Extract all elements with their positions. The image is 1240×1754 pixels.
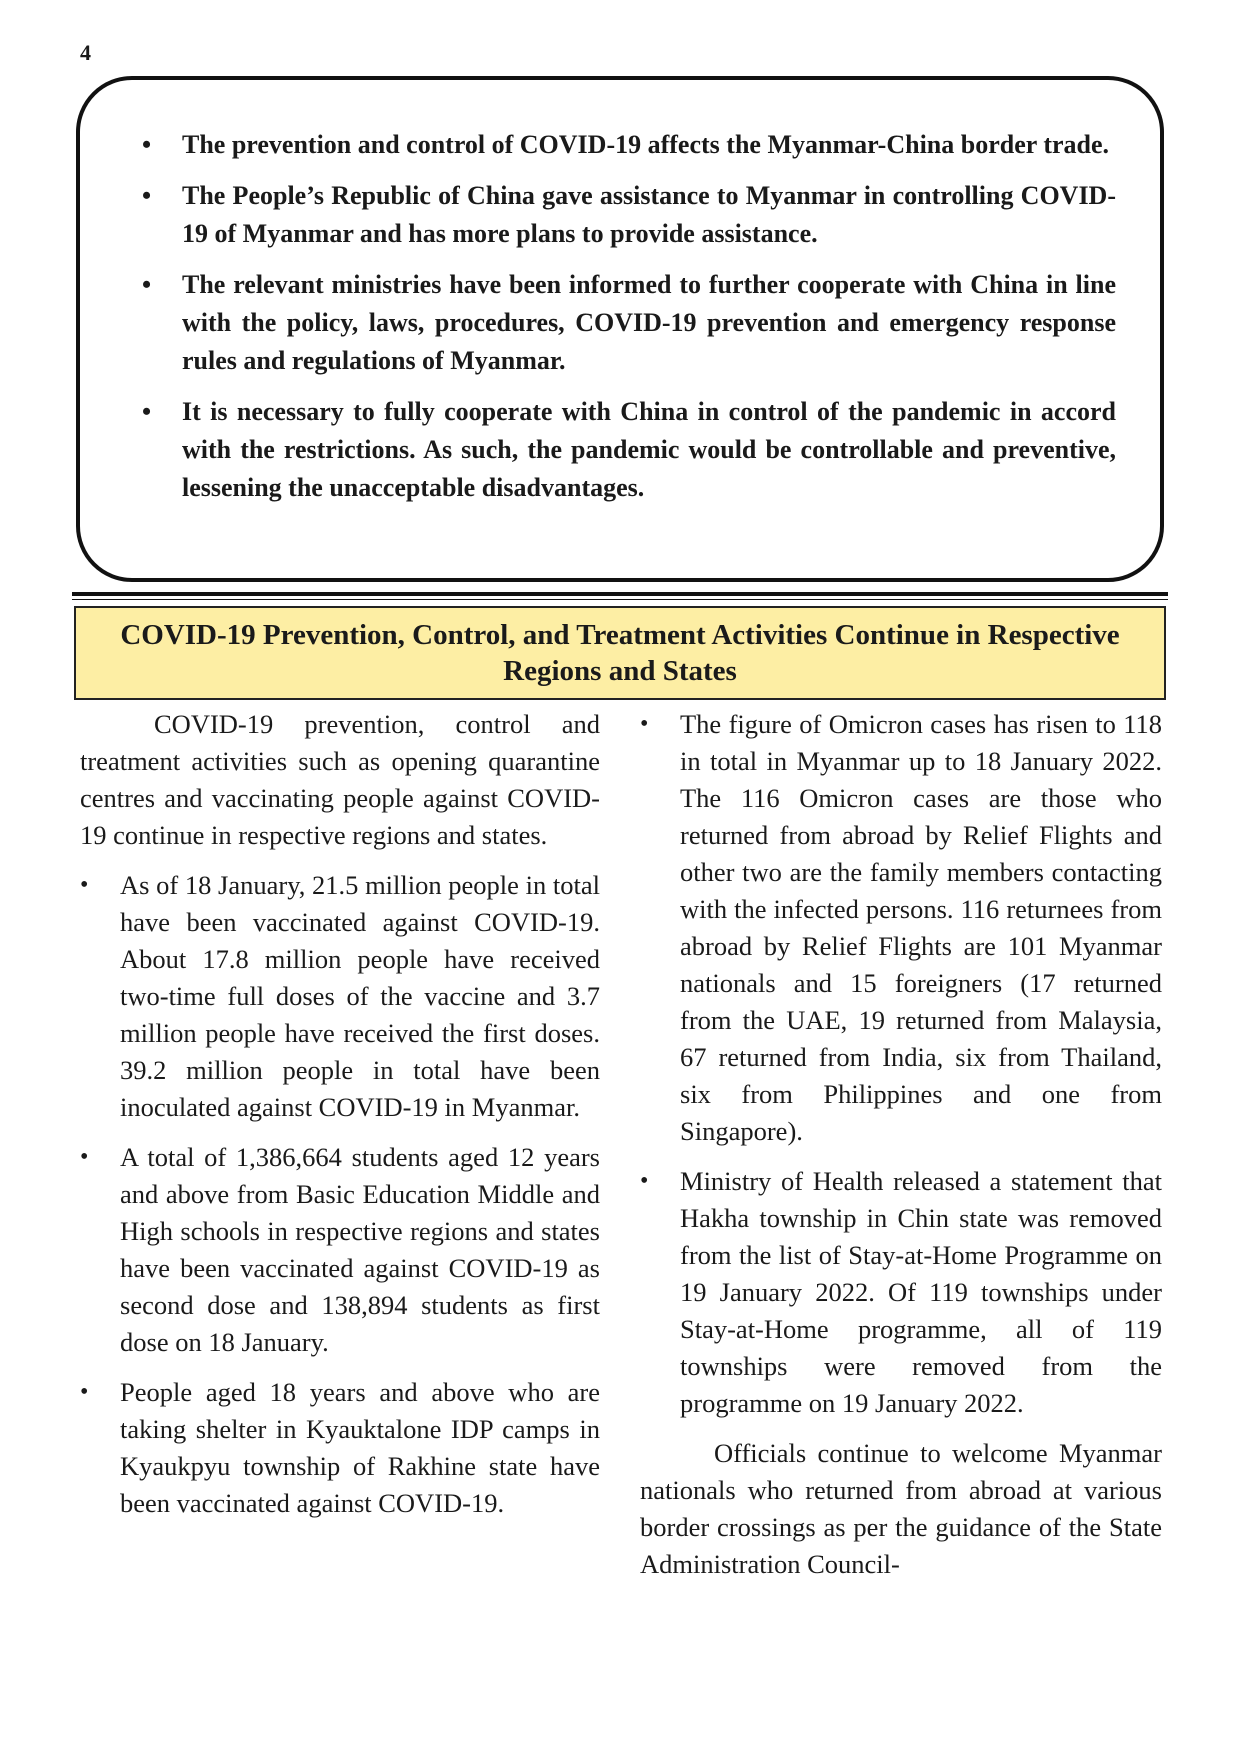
summary-item: • It is necessary to fully cooperate with China in control of the pandemic in accord with the restrictions. As such, the pandemic would be controllable and preventive, lessening the unacceptable disadvantages. [140,393,1116,507]
article-column-left [80,706,600,1535]
summary-item: • The prevention and control of COVID-19 affects the Myanmar-China border trade. [140,126,1116,164]
summary-box [76,76,1164,582]
page-number: 4 [80,40,91,65]
section-divider [72,592,1168,596]
article-bullet: • As of 18 January, 21.5 million people in total have been vaccinated against COVID-19. About 17.8 million people have received two-time full doses of the vaccine and 3.7 million people have received the first doses. 39.2 million people in total have been inoculated against COVID-19 in Myanmar. [80,867,600,1126]
article-bullet: • Ministry of Health released a statement that Hakha township in Chin state was removed from the list of Stay-at-Home Programme on 19 January 2022. Of 119 townships under Stay-at-Home programme, all of 119 townships were removed from the programme on 19 January 2022. [640,1163,1162,1422]
right-bullet-list [640,706,1162,1422]
left-bullet-list [80,867,600,1522]
summary-list [140,126,1116,507]
article-closing: Officials continue to welcome Myanmar nationals who returned from abroad at various border crossings as per the guidance of the State Administration Council- [640,1438,1162,1579]
article-bullet: • People aged 18 years and above who are taking shelter in Kyauktalone IDP camps in Kyaukpyu township of Rakhine state have been vaccinated against COVID-19. [80,1374,600,1522]
article-intro: COVID-19 prevention, control and treatment activities such as opening quarantine centres and vaccinating people against COVID-19 continue in respective regions and states. [80,709,600,850]
article-bullet: • A total of 1,386,664 students aged 12 years and above from Basic Education Middle and High schools in respective regions and states have been vaccinated against COVID-19 as second dose and 138,894 students as first dose on 18 January. [80,1139,600,1361]
article-bullet: • The figure of Omicron cases has risen to 118 in total in Myanmar up to 18 January 2022. The 116 Omicron cases are those who returned from abroad by Relief Flights and other two are the family members contacting with the infected persons. 116 returnees from abroad by Relief Flights are 101 Myanmar nationals and 15 foreigners (17 returned from the UAE, 19 returned from Malaysia, 67 returned from India, six from Thailand, six from Philippines and one from Singapore). [640,706,1162,1150]
summary-item: • The relevant ministries have been informed to further cooperate with China in line with the policy, laws, procedures, COVID-19 prevention and emergency response rules and regulations of Myanmar. [140,266,1116,380]
article-headline: COVID-19 Prevention, Control, and Treatment Activities Continue in Respective Regions and States [74,606,1166,700]
summary-item: • The People’s Republic of China gave assistance to Myanmar in controlling COVID-19 of Myanmar and has more plans to provide assistance. [140,177,1116,253]
section-divider-thin [72,599,1168,600]
article-column-right [640,706,1162,1596]
